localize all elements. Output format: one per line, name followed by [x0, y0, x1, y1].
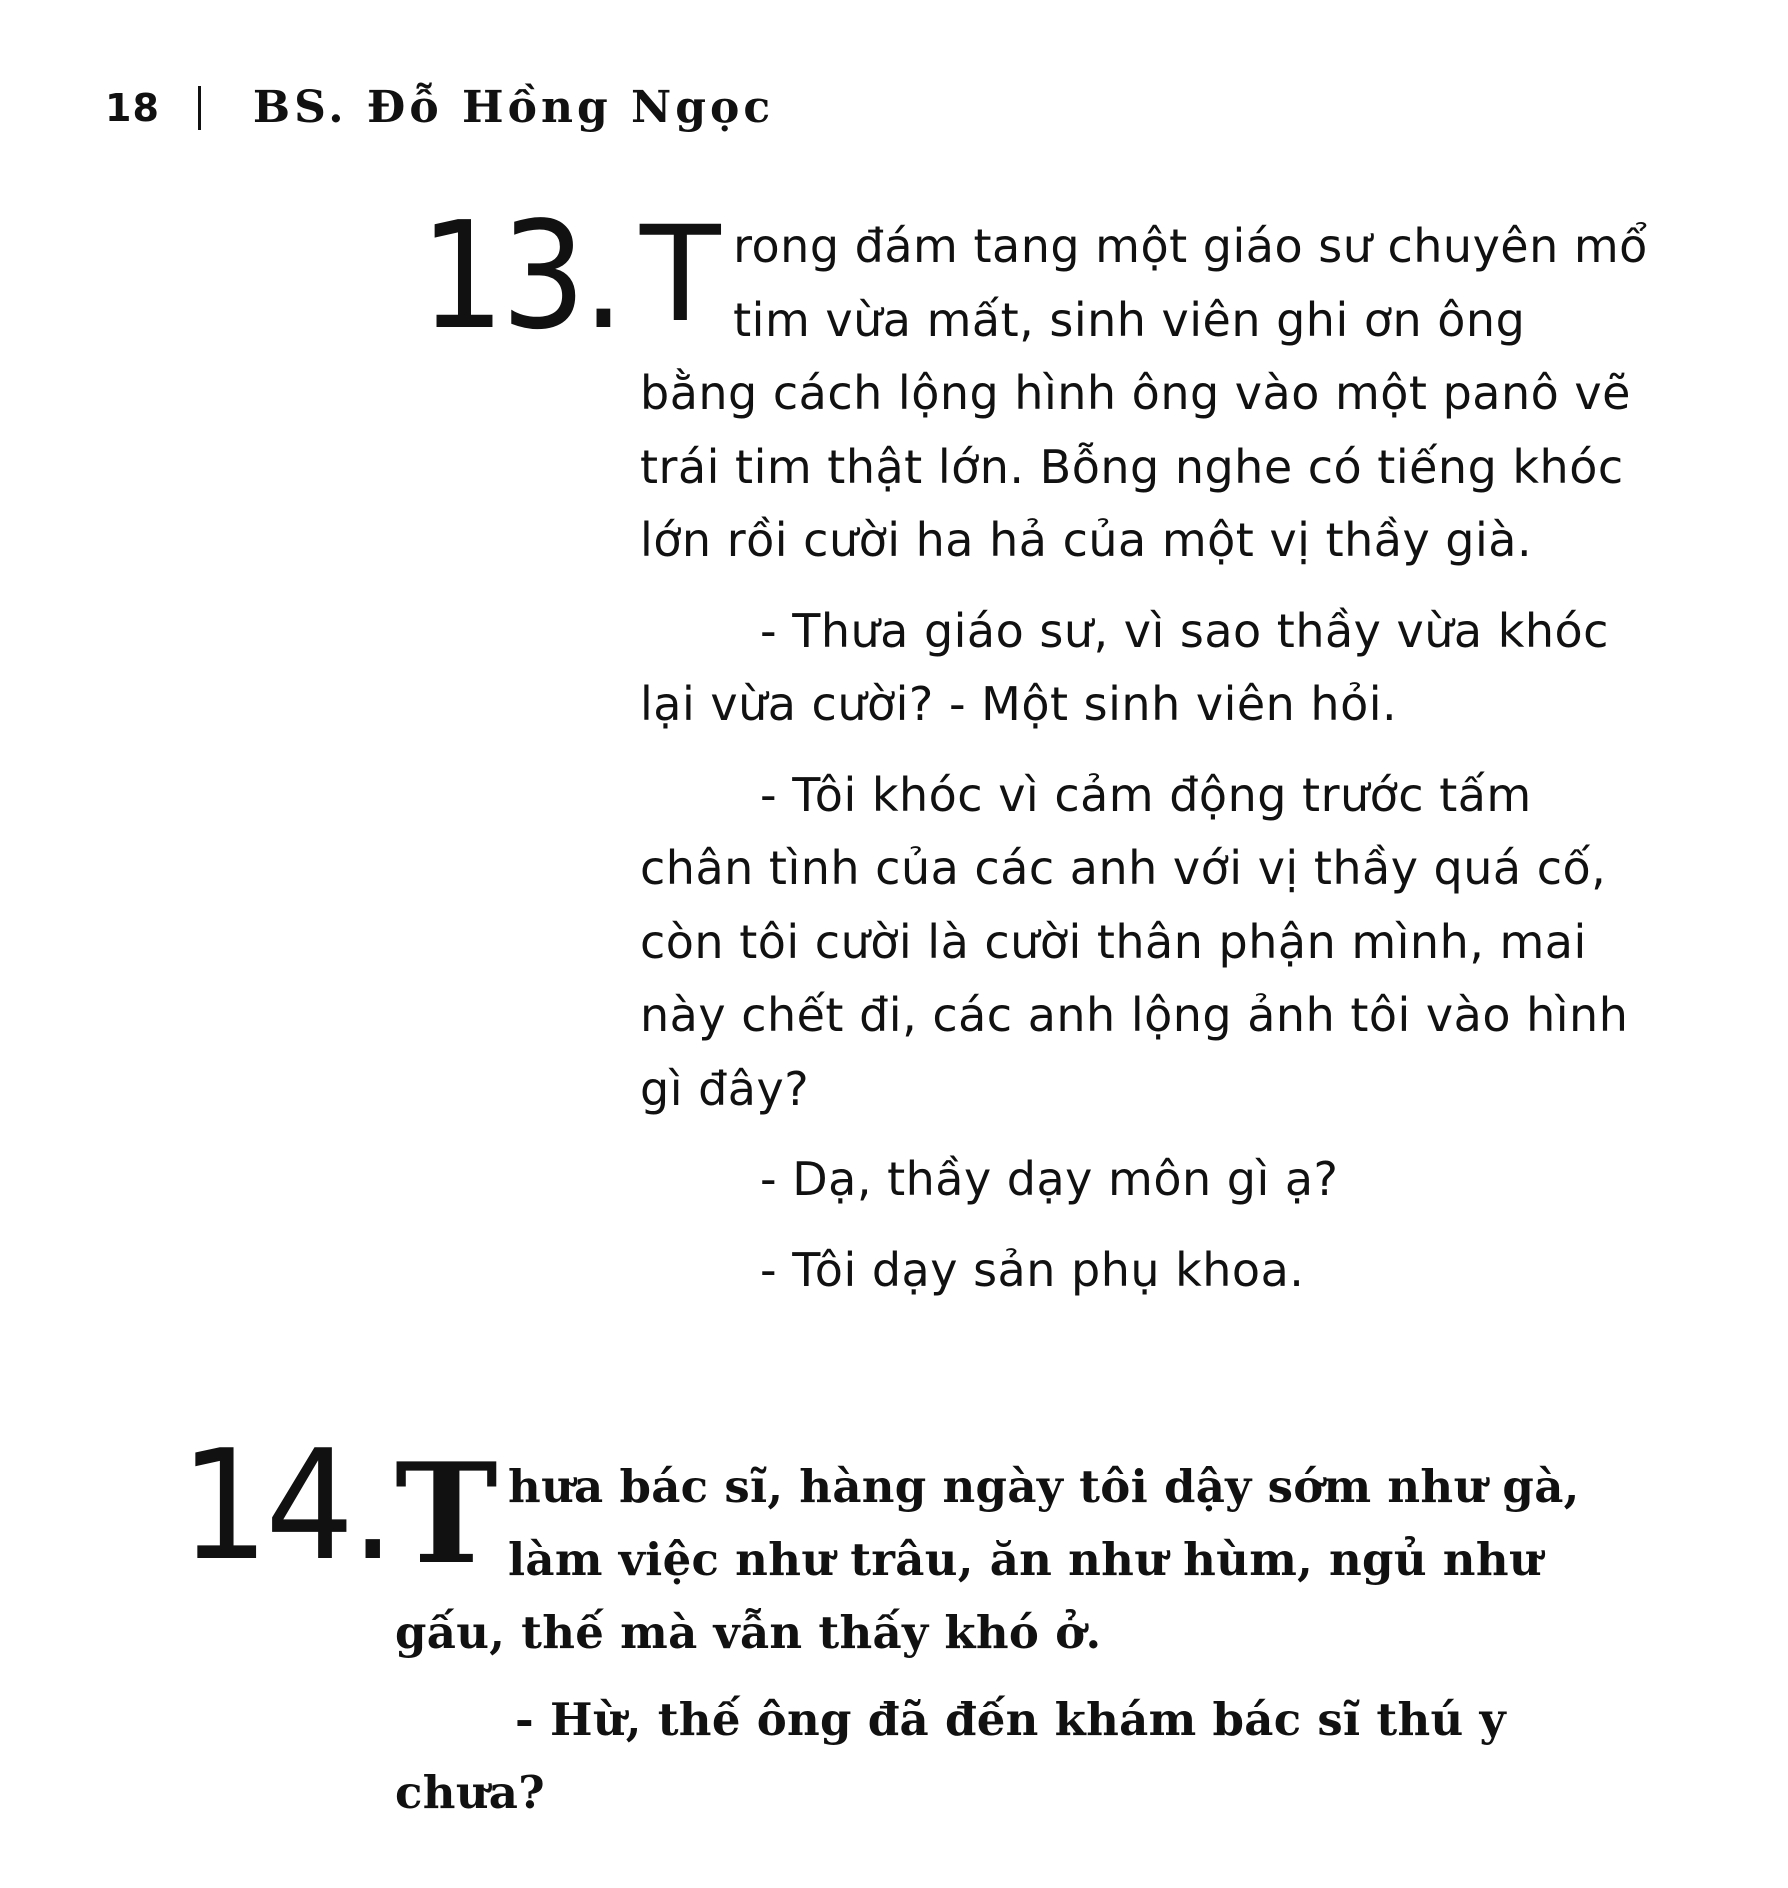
- story-13-paragraph-2: - Thưa giáo sư, vì sao thầy vừa khóc lại vừa cười? - Một sinh viên hỏi.: [640, 603, 1609, 731]
- story-number-13: 13.: [420, 190, 622, 362]
- paragraph-text: hưa bác sĩ, hàng ngày tôi dậy sớm như gà, làm việc như trâu, ăn như hùm, ngủ như gấu, thế mà vẫn thấy khó ở.: [395, 1460, 1580, 1659]
- paragraph-text: rong đám tang một giáo sư chuyên mổ tim vừa mất, sinh viên ghi ơn ông bằng cách lộng hình ông vào một panô vẽ trái tim thật lớn. Bỗng nghe có tiếng khóc lớn rồi cười ha hả của một vị thầy già.: [640, 219, 1648, 567]
- drop-cap: T: [395, 1432, 498, 1595]
- story-13-paragraph-3: - Tôi khóc vì cảm động trước tấm chân tình của các anh với vị thầy quá cố, còn tôi cười là cười thân phận mình, mai này chết đi, các anh lộng ảnh tôi vào hình gì đây?: [640, 767, 1629, 1116]
- drop-cap: T: [640, 198, 722, 352]
- story-14-paragraph-1: [395, 1432, 1665, 1669]
- story-13-paragraph-1: [640, 198, 1650, 578]
- story-13-paragraph-5: - Tôi dạy sản phụ khoa.: [760, 1242, 1305, 1297]
- story-14: [395, 1432, 1665, 1843]
- author-name: BS. Đỗ Hồng Ngọc: [252, 82, 775, 133]
- story-13: [640, 198, 1650, 1324]
- page-number: 18: [105, 85, 160, 130]
- header-divider: [198, 86, 201, 130]
- story-number-14: 14.: [180, 1417, 392, 1594]
- story-13-paragraph-4: - Dạ, thầy dạy môn gì ạ?: [760, 1152, 1339, 1206]
- running-header: [105, 82, 774, 133]
- story-14-paragraph-2: - Hừ, thế ông đã đến khám bác sĩ thú y chưa?: [395, 1693, 1506, 1819]
